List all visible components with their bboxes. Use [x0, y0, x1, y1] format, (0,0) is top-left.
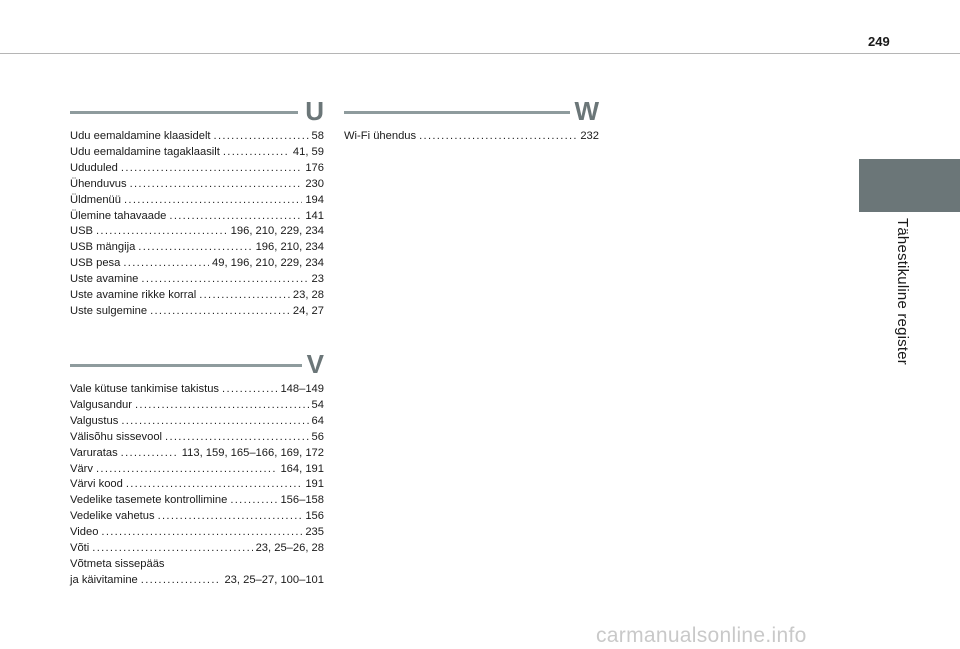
entry-term: ja käivitamine [70, 573, 138, 586]
dot-leader [101, 525, 302, 541]
index-entry[interactable] [70, 446, 324, 462]
entry-pages: 23 [311, 273, 324, 286]
dot-leader [121, 161, 302, 177]
entry-term: Vedelike vahetus [70, 510, 155, 523]
entry-pages: 64 [311, 414, 324, 427]
entry-pages: 230 [305, 177, 324, 190]
entry-pages: 54 [311, 398, 324, 411]
index-entry[interactable] [70, 573, 324, 589]
entry-pages: 196, 210, 229, 234 [230, 225, 324, 238]
entry-term: Wi-Fi ühendus [344, 130, 417, 142]
index-entry[interactable] [70, 161, 324, 177]
index-entry[interactable] [70, 477, 324, 493]
index-entry[interactable] [70, 240, 324, 256]
entry-term: Ühenduvus [70, 177, 127, 190]
section-tab-label: Tähestikuline register [894, 218, 911, 365]
section-header [70, 347, 324, 379]
section-rule [344, 111, 570, 114]
index-entry[interactable] [70, 288, 324, 304]
entry-pages: 156–158 [280, 494, 324, 507]
index-entry[interactable] [70, 382, 324, 398]
entry-pages: 23, 28 [292, 289, 324, 302]
entry-pages: 191 [305, 478, 324, 491]
dot-leader [121, 446, 179, 462]
index-entry[interactable] [70, 129, 324, 145]
entry-pages: 23, 25–27, 100–101 [224, 573, 324, 586]
entry-pages: 24, 27 [292, 304, 324, 317]
index-entry[interactable] [70, 462, 324, 478]
entry-list [344, 129, 599, 145]
entry-term: Video [70, 526, 99, 539]
index-entry[interactable] [70, 256, 324, 272]
entry-term: Ülemine tahavaade [70, 209, 167, 222]
dot-leader [150, 304, 290, 320]
index-entry[interactable] [70, 224, 324, 240]
entry-list [70, 382, 324, 589]
dot-leader [419, 129, 577, 145]
section-header [344, 94, 599, 126]
index-entry[interactable] [70, 209, 324, 225]
entry-pages: 232 [580, 130, 599, 142]
dot-leader [135, 398, 309, 414]
index-section-v [70, 347, 324, 589]
entry-term: Vedelike tasemete kontrollimine [70, 494, 228, 507]
entry-term: Varuratas [70, 446, 118, 459]
entry-term: Valgusandur [70, 398, 132, 411]
dot-leader [130, 177, 303, 193]
entry-term: Udu eemaldamine klaasidelt [70, 130, 211, 142]
section-rule [70, 364, 302, 367]
dot-leader [123, 256, 209, 272]
dot-leader [222, 382, 277, 398]
index-entry[interactable] [70, 525, 324, 541]
section-letter: V [306, 349, 324, 379]
dot-leader [126, 477, 302, 493]
entry-term: Uste avamine [70, 273, 139, 286]
entry-term: USB mängija [70, 241, 136, 254]
entry-term: USB pesa [70, 257, 121, 270]
index-entry[interactable] [70, 177, 324, 193]
entry-pages: 164, 191 [280, 462, 324, 475]
entry-pages: 148–149 [280, 383, 324, 395]
index-entry[interactable] [70, 430, 324, 446]
watermark: carmanualsonline.info [596, 624, 807, 647]
entry-pages: 194 [305, 193, 324, 206]
dot-leader [199, 288, 290, 304]
dot-leader [158, 509, 303, 525]
dot-leader [92, 541, 252, 557]
section-letter: W [574, 96, 599, 126]
entry-term: Udu eemaldamine tagaklaasilt [70, 145, 220, 158]
entry-list [70, 129, 324, 320]
entry-term: Uste avamine rikke korral [70, 289, 197, 302]
entry-term-first-line: Võtmeta sissepääs [70, 557, 165, 570]
section-tab [859, 159, 960, 212]
dot-leader [141, 272, 308, 288]
index-entry[interactable] [70, 509, 324, 525]
entry-pages: 176 [305, 161, 324, 174]
entry-pages: 41, 59 [292, 145, 324, 158]
section-letter: U [305, 96, 324, 126]
index-entry[interactable] [70, 414, 324, 430]
entry-term: USB [70, 225, 94, 238]
entry-term: Värvi kood [70, 478, 123, 491]
index-section-u [70, 94, 324, 320]
index-entry[interactable] [70, 493, 324, 509]
dot-leader [141, 573, 222, 589]
entry-pages: 49, 196, 210, 229, 234 [212, 257, 324, 270]
index-entry[interactable] [70, 145, 324, 161]
entry-term: Värv [70, 462, 94, 475]
entry-pages: 56 [311, 430, 324, 443]
dot-leader [121, 414, 308, 430]
index-section-w [344, 94, 599, 145]
entry-term: Välisõhu sissevool [70, 430, 163, 443]
index-entry[interactable] [70, 304, 324, 320]
header-divider [0, 53, 960, 54]
entry-term: Uste sulgemine [70, 304, 148, 317]
dot-leader [223, 145, 290, 161]
dot-leader [96, 462, 277, 478]
entry-term: Vale kütuse tankimise takistus [70, 383, 220, 395]
page-number: 249 [868, 34, 890, 49]
entry-pages: 196, 210, 234 [255, 241, 324, 254]
index-entry[interactable] [70, 272, 324, 288]
dot-leader [230, 493, 277, 509]
dot-leader [214, 129, 309, 145]
entry-term: Võti [70, 542, 90, 555]
dot-leader [124, 193, 302, 209]
index-entry[interactable] [70, 193, 324, 209]
dot-leader [138, 240, 252, 256]
section-rule [70, 111, 298, 114]
index-entry[interactable] [70, 541, 324, 557]
entry-pages: 141 [305, 209, 324, 222]
entry-term: Üldmenüü [70, 193, 121, 206]
entry-pages: 58 [311, 130, 324, 142]
entry-pages: 156 [305, 510, 324, 523]
entry-pages: 23, 25–26, 28 [255, 542, 324, 555]
dot-leader [96, 224, 228, 240]
entry-term: Ududuled [70, 161, 118, 174]
entry-pages: 113, 159, 165–166, 169, 172 [181, 446, 324, 459]
section-header [70, 94, 324, 126]
index-entry[interactable] [344, 129, 599, 145]
index-entry[interactable] [70, 398, 324, 414]
entry-pages: 235 [305, 526, 324, 539]
entry-term: Valgustus [70, 414, 119, 427]
dot-leader [169, 209, 302, 225]
dot-leader [165, 430, 309, 446]
